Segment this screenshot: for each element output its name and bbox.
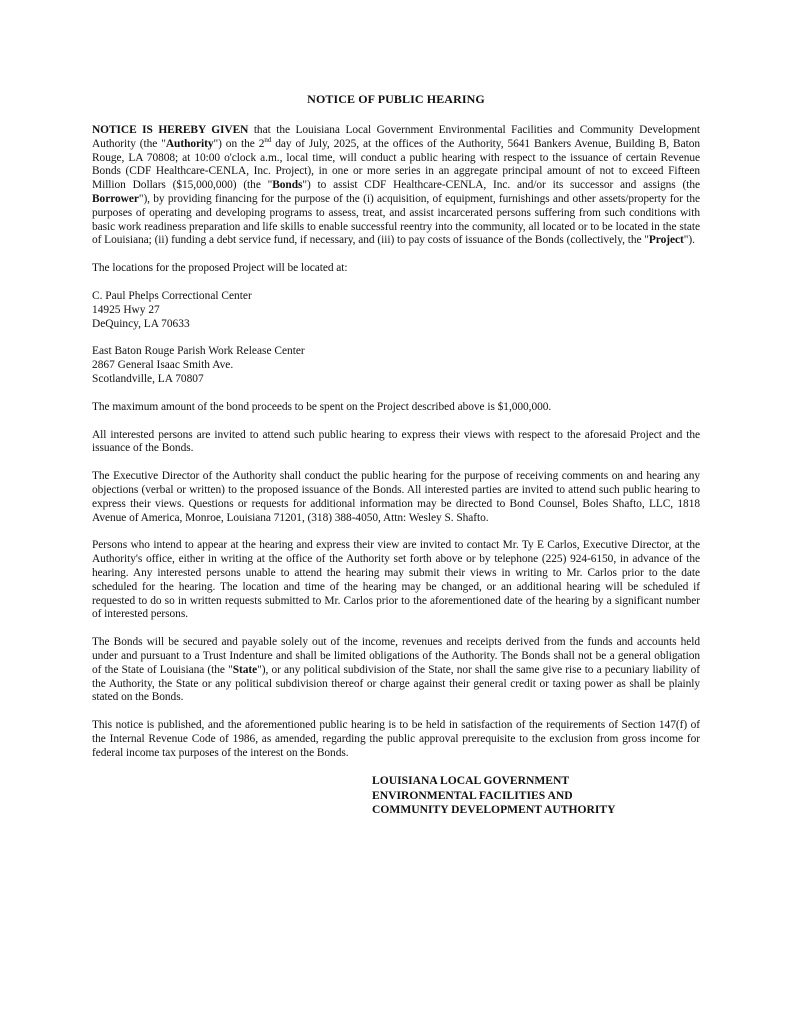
intro-lead: NOTICE IS HEREBY GIVEN — [92, 124, 249, 136]
bonds-term: Bonds — [272, 179, 303, 192]
max-amount-paragraph: The maximum amount of the bond proceeds to be spent on the Project described above is $1,000,000. — [92, 400, 552, 413]
location-address-2 — [92, 345, 700, 386]
locations-intro: The locations for the proposed Project will be located at: — [92, 262, 348, 275]
notice-page — [92, 92, 700, 818]
location-city: Scotlandville, LA 70807 — [92, 372, 204, 385]
secured-paragraph: The Bonds will be secured and payable solely out of the income, revenues and receipts derived from the funds and accounts held under and pursuant to a Trust Indenture and shall be limited obligations of the Authority. The Bonds shall not be a general obligation of the State of Louisiana (the "State"), or any political subdivision of the State, nor shall the same give rise to a pecuniary liability of the Authority, the State or any political subdivision thereof or charge against their general credit or taxing power as shall be plainly stated on the Bonds. — [92, 636, 700, 704]
state-term: State — [232, 663, 258, 676]
location-city: DeQuincy, LA 70633 — [92, 317, 190, 330]
signature-line: COMMUNITY DEVELOPMENT AUTHORITY — [372, 803, 616, 817]
location-street: 14925 Hwy 27 — [92, 303, 160, 316]
authority-term: Authority — [165, 137, 214, 150]
signature-line: ENVIRONMENTAL FACILITIES AND — [372, 788, 573, 802]
project-term: Project — [648, 234, 684, 247]
borrower-term: Borrower — [92, 192, 139, 205]
location-address-1 — [92, 290, 700, 331]
location-name: East Baton Rouge Parish Work Release Center — [92, 345, 305, 358]
location-street: 2867 General Isaac Smith Ave. — [92, 359, 234, 372]
signature-block — [372, 774, 700, 817]
signature-line: LOUISIANA LOCAL GOVERNMENT — [372, 774, 570, 788]
published-paragraph: This notice is published, and the aforementioned public hearing is to be held in satisfaction of the requirements of Section 147(f) of the Internal Revenue Code of 1986, as amended, regarding the public approval prerequisite to the exclusion from gross income for federal income tax purposes of the interest on the Bonds. — [92, 719, 700, 759]
executive-paragraph: The Executive Director of the Authority shall conduct the public hearing for the purpose of receiving comments on and hearing any objections (verbal or written) to the proposed issuance of the Bonds. All interested parties are invited to attend such public hearing to express their views. Questions or requests for additional information may be directed to Bond Counsel, Boles Shafto, LLC, 1818 Avenue of America, Monroe, Louisiana 71201, (318) 388-4050, Attn: Wesley S. Shafto. — [92, 470, 700, 524]
location-name: C. Paul Phelps Correctional Center — [92, 289, 252, 302]
invite-paragraph: All interested persons are invited to attend such public hearing to express their views with respect to the aforesaid Project and the issuance of the Bonds. — [92, 428, 700, 455]
document-title: NOTICE OF PUBLIC HEARING — [307, 92, 485, 106]
contact-paragraph: Persons who intend to appear at the hearing and express their view are invited to contact Mr. Ty E Carlos, Executive Director, at the Authority's office, either in writing at the office of the Authority set forth above or by telephone (225) 924-6150, in advance of the hearing. Any interested persons unable to attend the hearing may submit their views in writing to Mr. Carlos prior to the date scheduled for the hearing. The location and time of the hearing may be changed, or an additional hearing will be scheduled if requested to do so in written requests submitted to Mr. Carlos prior to the aforementioned date of the hearing by a significant number of interested persons. — [92, 539, 700, 621]
intro-paragraph: NOTICE IS HEREBY GIVEN that the Louisiana Local Government Environmental Facilities and Community Development Authority (the "Authority") on the 2nd day of July, 2025, at the offices of the Authority, 5641 Bankers Avenue, Building B, Baton Rouge, LA 70808; at 10:00 o'clock a.m., local time, will conduct a public hearing with respect to the issuance of certain Revenue Bonds (CDF Healthcare-CENLA, Inc. Project), in one or more series in an aggregate principal amount of not to exceed Fifteen Million Dollars ($15,000,000) (the "Bonds") to assist CDF Healthcare-CENLA, Inc. and/or its successor and assigns (the Borrower"), by providing financing for the purpose of the (i) acquisition, of equipment, furnishings and other assets/property for the purposes of operating and developing programs to assess, treat, and assist incarcerated persons suffering from such conditions with basic work readiness preparation and life skills to enable successful reentry into the community, all located or to be located in the state of Louisiana; (ii) funding a debt service fund, if necessary, and (iii) to pay costs of issuance of the Bonds (collectively, the "Project"). — [92, 124, 700, 247]
